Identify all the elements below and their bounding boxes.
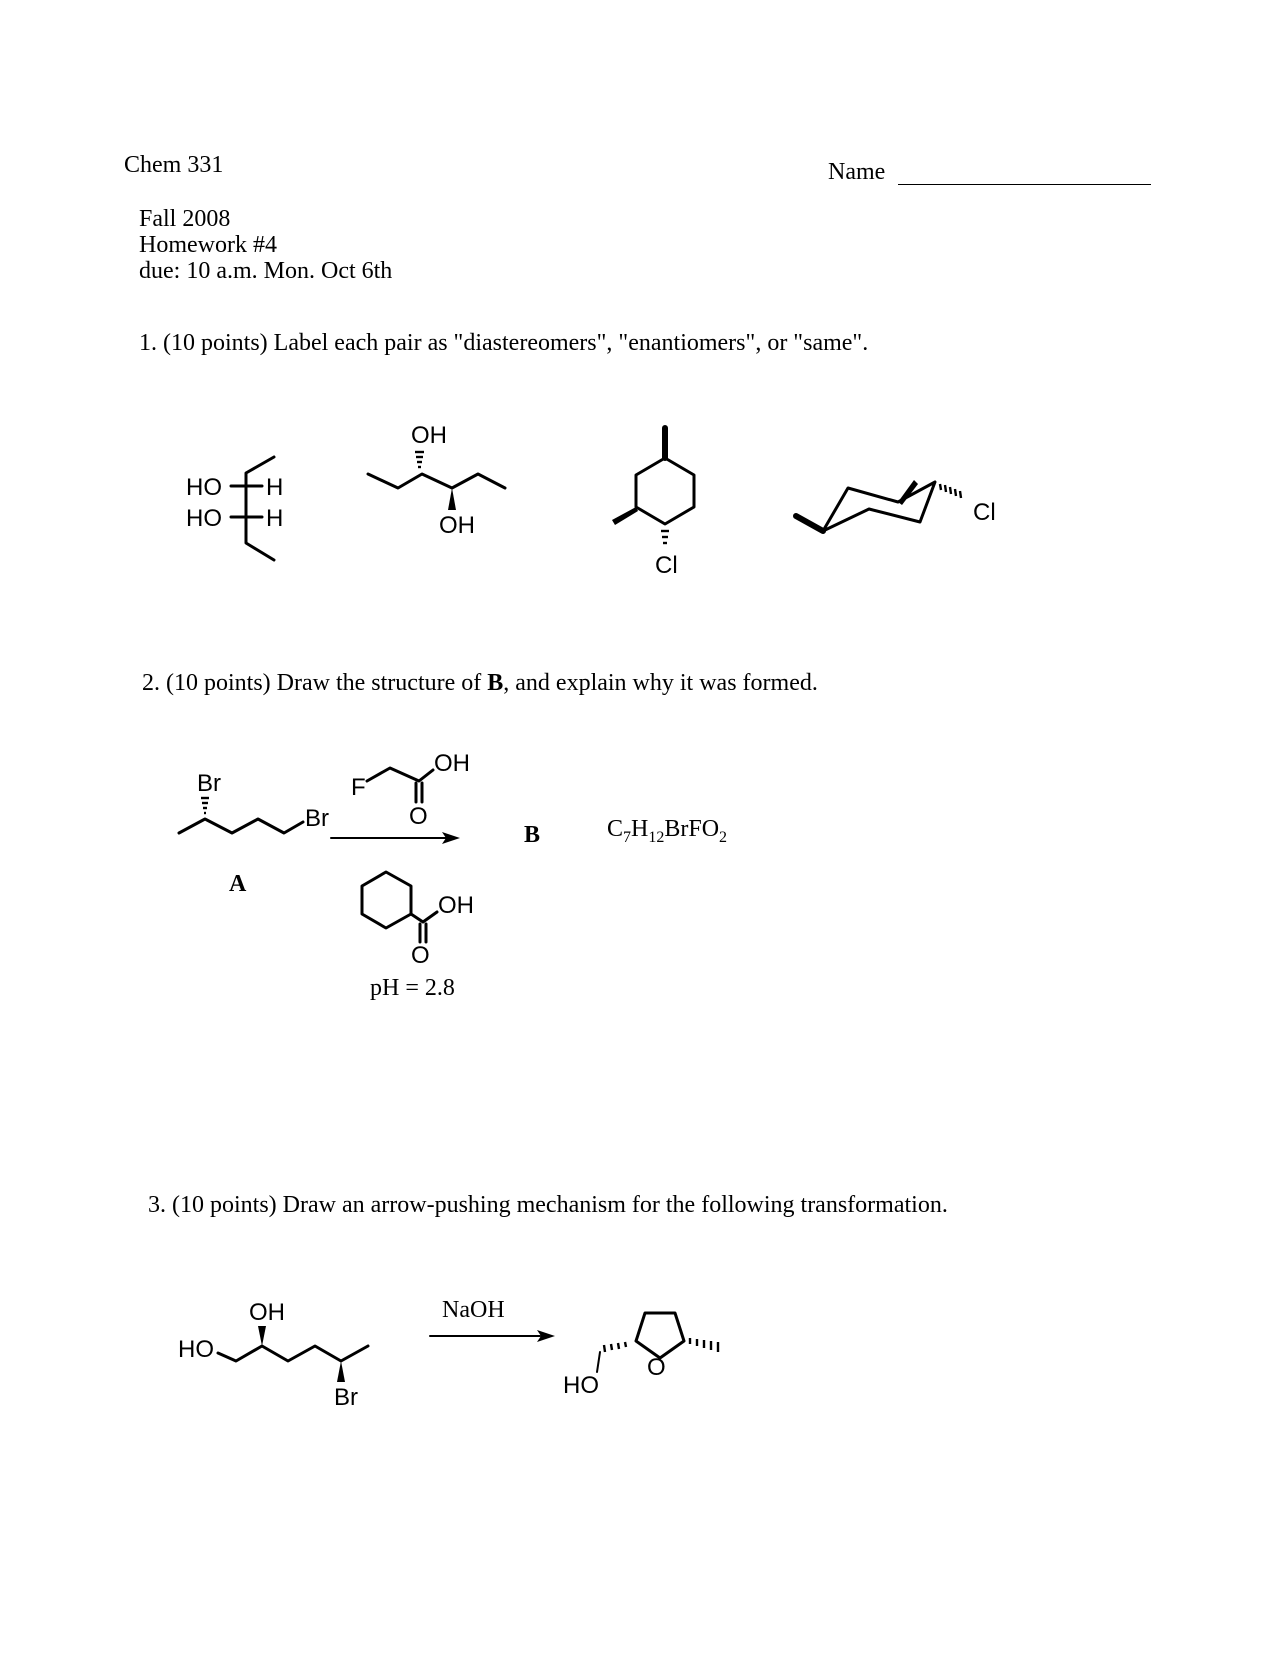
- q3-oh: OH: [249, 1299, 285, 1326]
- assignment: Homework #4: [139, 232, 277, 258]
- acid1-f: F: [351, 774, 366, 801]
- reagent-naoh: NaOH: [442, 1297, 505, 1323]
- hash-bond-a: [201, 798, 209, 813]
- zigzag-diol: [368, 422, 505, 539]
- reaction-arrow-q2: [331, 832, 460, 844]
- a-br-end: Br: [305, 805, 329, 832]
- ring-cl: Cl: [655, 552, 678, 579]
- question-2-bold: B: [487, 670, 504, 696]
- fischer-ho-1: HO: [186, 474, 222, 501]
- acid2-o: O: [411, 942, 430, 969]
- ph-value: pH = 2.8: [370, 975, 455, 1001]
- diol-oh-top: OH: [411, 422, 447, 449]
- cyclohexanecarboxylic-acid: [362, 872, 474, 1001]
- q3-ho: HO: [178, 1336, 214, 1363]
- question-2-prefix: 2. (10 points) Draw the structure of: [142, 670, 488, 696]
- q3-product-thf: [563, 1313, 718, 1399]
- hash-bond-thf-left: [604, 1342, 626, 1352]
- hash-bond-thf-right: [690, 1338, 718, 1352]
- name-label: Name: [828, 159, 886, 185]
- wedge-bond-q3-br: [337, 1361, 345, 1382]
- term: Fall 2008: [139, 206, 231, 232]
- diol-oh-bottom: OH: [439, 512, 475, 539]
- fluoroacetic-acid: [351, 750, 470, 830]
- fischer-h-1: H: [266, 474, 284, 501]
- wedge-bond-ring: [612, 507, 638, 525]
- wedge-bond-diol: [448, 488, 456, 510]
- cyclohexane-flat: [612, 428, 694, 579]
- hash-bond-diol: [415, 452, 424, 467]
- chair-cyclohexane: [796, 480, 996, 531]
- question-2-suffix: , and explain why it was formed.: [503, 670, 818, 696]
- q3-br: Br: [334, 1384, 358, 1411]
- label-b: B: [524, 822, 541, 848]
- question-3: 3. (10 points) Draw an arrow-pushing mechanism for the following transformation.: [148, 1192, 948, 1218]
- thf-o: O: [647, 1354, 666, 1381]
- a-br-top: Br: [197, 770, 221, 797]
- fischer-h-2: H: [266, 505, 284, 532]
- q3-starting-material: [178, 1299, 368, 1411]
- label-a: A: [229, 871, 247, 897]
- reaction-arrow-q3: [430, 1297, 555, 1342]
- question-1: 1. (10 points) Label each pair as "diastereomers", "enantiomers", or "same".: [139, 330, 869, 356]
- hash-bond-chair: [940, 484, 961, 498]
- fischer-projection: [186, 457, 283, 560]
- compound-a: [179, 770, 329, 897]
- acid2-oh: OH: [438, 892, 474, 919]
- molecular-formula: $C_7H_{12}BrFO_2$: [607, 816, 728, 846]
- hash-bond-ring: [661, 531, 669, 543]
- course-title: Chem 331: [124, 152, 224, 178]
- thf-ho: HO: [563, 1372, 599, 1399]
- acid1-o: O: [409, 803, 428, 830]
- wedge-bond-q3-oh: [258, 1326, 266, 1346]
- fischer-ho-2: HO: [186, 505, 222, 532]
- acid1-oh: OH: [434, 750, 470, 777]
- chair-cl: Cl: [973, 499, 996, 526]
- due-date: due: 10 a.m. Mon. Oct 6th: [139, 258, 393, 284]
